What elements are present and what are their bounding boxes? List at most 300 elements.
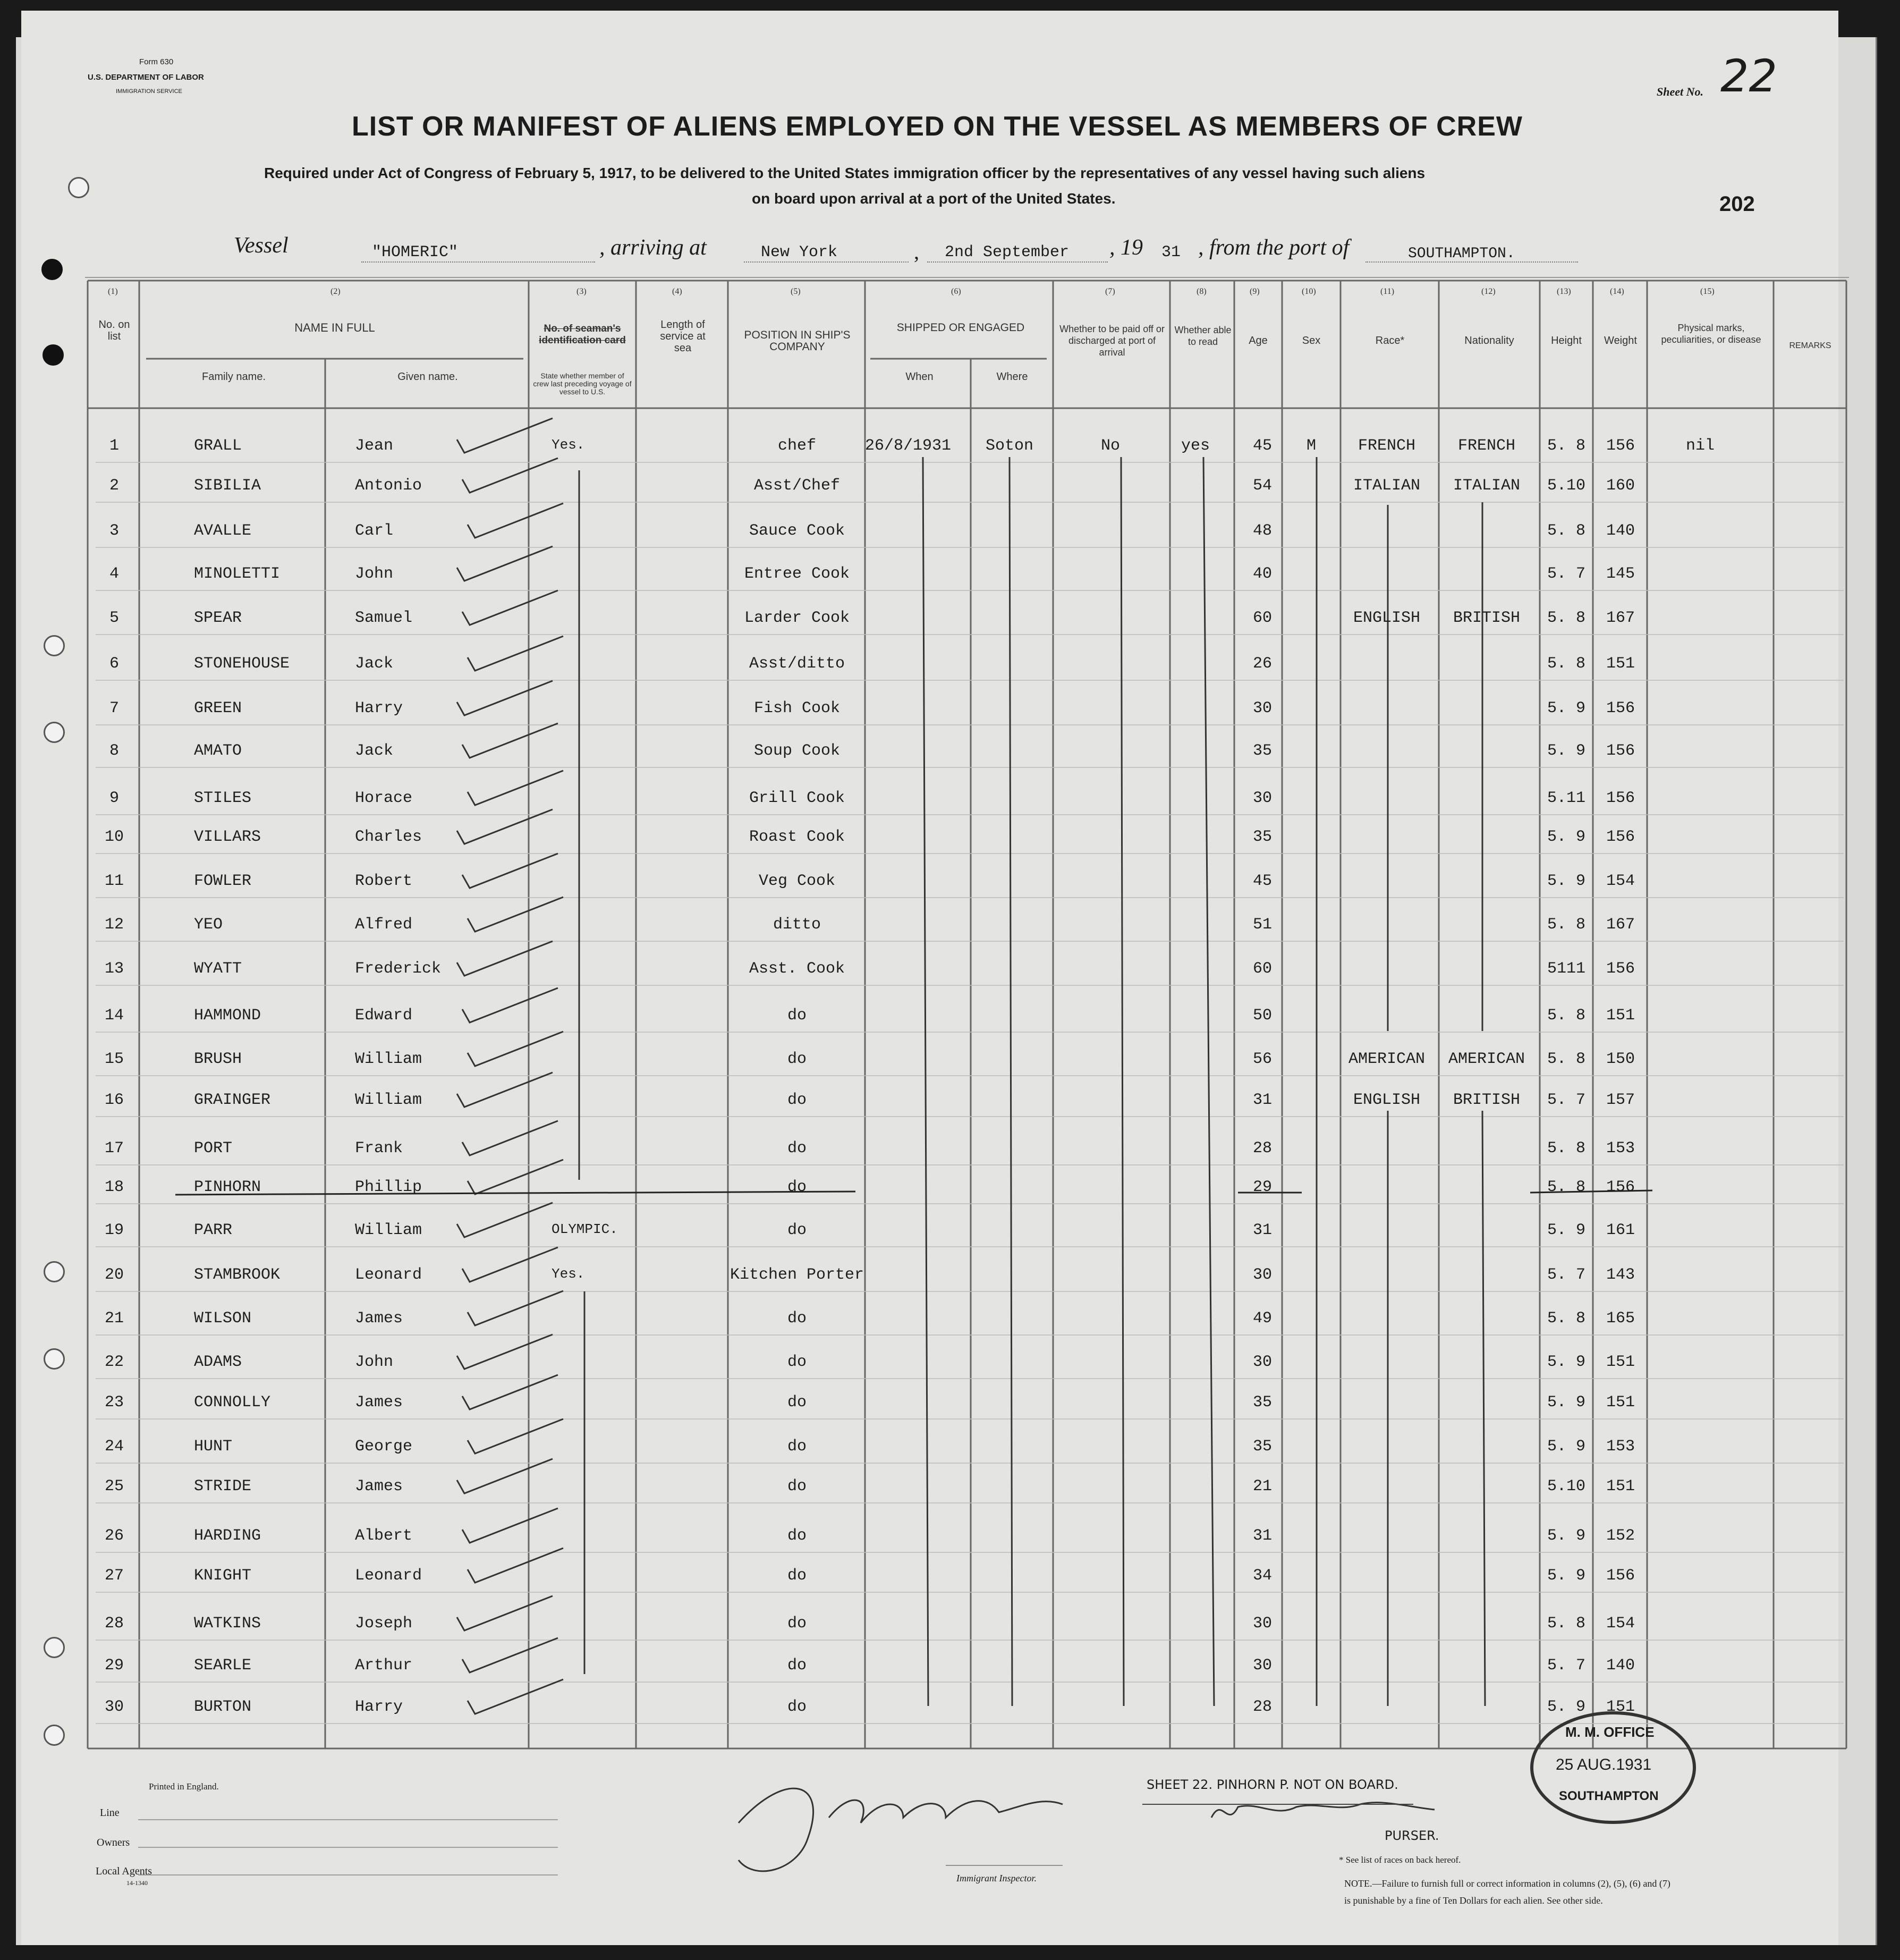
weight: 156 [1606, 1178, 1635, 1196]
weight: 156 [1606, 960, 1635, 978]
height: 5. 7 [1547, 1657, 1585, 1675]
arrival-date: 2nd September [945, 243, 1070, 261]
row-number: 25 [104, 1477, 124, 1496]
weight: 150 [1606, 1050, 1635, 1068]
checkmark-icon [457, 1072, 553, 1107]
page-number: 202 [1719, 192, 1755, 216]
checkmark-icon [457, 546, 553, 581]
age: 35 [1252, 1438, 1272, 1456]
header-shipped: SHIPPED OR ENGAGED [896, 322, 1025, 334]
checkmark-icon [457, 1334, 553, 1369]
nationality: BRITISH [1453, 1091, 1521, 1109]
header-where: Where [996, 371, 1028, 383]
position: do [787, 1091, 807, 1109]
race: FRENCH [1358, 437, 1416, 455]
position: Larder Cook [744, 609, 850, 627]
physical-marks: nil [1685, 437, 1715, 455]
given-name: Joseph [355, 1615, 413, 1633]
row-number: 21 [104, 1310, 124, 1328]
vessel-label: Vessel [234, 233, 289, 258]
given-name: Phillip [355, 1178, 422, 1196]
year-suffix: 31 [1161, 243, 1181, 261]
given-name: Arthur [355, 1657, 413, 1675]
sheet-label: Sheet No. [1657, 85, 1703, 98]
age: 45 [1252, 872, 1272, 890]
checkmark-icon [468, 636, 563, 671]
row-number: 17 [104, 1139, 124, 1158]
race: AMERICAN [1348, 1050, 1426, 1068]
race: ENGLISH [1353, 609, 1421, 627]
page-title: LIST OR MANIFEST OF ALIENS EMPLOYED ON THE VESSEL AS MEMBERS OF CREW [352, 111, 1523, 142]
column-number: (8) [1197, 287, 1207, 296]
column-number: (10) [1302, 287, 1316, 296]
row-number: 7 [109, 699, 119, 717]
age: 30 [1252, 1266, 1272, 1284]
given-name: James [355, 1393, 403, 1412]
family-name: STILES [194, 789, 252, 807]
given-name: George [355, 1438, 413, 1456]
given-name: Jack [355, 655, 394, 673]
family-name: WILSON [194, 1310, 252, 1328]
header-height: Height [1551, 335, 1582, 347]
row-number: 22 [104, 1353, 124, 1371]
age: 31 [1252, 1221, 1272, 1239]
column-number: (12) [1481, 287, 1496, 296]
given-name: Leonard [355, 1567, 422, 1585]
from-port: SOUTHAMPTON. [1408, 246, 1515, 262]
height: 5. 9 [1547, 1527, 1585, 1545]
height: 5. 8 [1547, 1615, 1585, 1633]
family-name: HAMMOND [194, 1007, 261, 1025]
position: do [787, 1050, 807, 1068]
checkmark-icon [468, 1419, 563, 1454]
nationality: ITALIAN [1453, 477, 1521, 495]
weight: 151 [1606, 1353, 1635, 1371]
height: 5. 8 [1547, 437, 1585, 455]
position: Asst/ditto [749, 655, 845, 673]
weight: 151 [1606, 1007, 1635, 1025]
height: 5. 9 [1547, 742, 1585, 760]
family-name: GRALL [194, 437, 242, 455]
given-name: Horace [355, 789, 413, 807]
family-name: ADAMS [194, 1353, 242, 1371]
header-length-of-service: Length of service at sea [660, 319, 706, 354]
age: 28 [1252, 1139, 1272, 1158]
arriving-label: , arriving at [599, 235, 707, 260]
row-number: 14 [104, 1007, 124, 1025]
nationality: FRENCH [1457, 437, 1516, 455]
position: do [787, 1393, 807, 1412]
family-name: STAMBROOK [194, 1266, 281, 1284]
nationality: AMERICAN [1448, 1050, 1525, 1068]
given-name: Leonard [355, 1266, 422, 1284]
column-number: (13) [1557, 287, 1571, 296]
header-weight: Weight [1604, 335, 1637, 347]
weight: 153 [1606, 1139, 1635, 1158]
header-age: Age [1249, 335, 1268, 347]
position: do [787, 1353, 807, 1371]
height: 5. 9 [1547, 1221, 1585, 1239]
age: 50 [1252, 1007, 1272, 1025]
weight: 143 [1606, 1266, 1635, 1284]
column-number: (5) [791, 287, 801, 296]
row-number: 23 [104, 1393, 124, 1412]
weight: 140 [1606, 1657, 1635, 1675]
age: 35 [1252, 742, 1272, 760]
subtitle-line2: on board upon arrival at a port of the United States. [752, 190, 1116, 207]
race-footnote: * See list of races on back hereof. [1339, 1855, 1461, 1865]
header-race: Race* [1375, 335, 1405, 347]
penalty-note-2: is punishable by a fine of Ten Dollars for each alien. See other side. [1344, 1895, 1603, 1906]
header-able-to-read: Whether able to read [1174, 325, 1232, 347]
age: 30 [1252, 1353, 1272, 1371]
given-name: Alfred [355, 916, 413, 934]
column-number: (3) [576, 287, 587, 296]
position: ditto [773, 916, 821, 934]
family-name: MINOLETTI [194, 565, 281, 583]
age: 26 [1252, 655, 1272, 673]
family-name: AVALLE [194, 522, 252, 540]
header-given-name: Given name. [397, 371, 458, 383]
row-number: 8 [109, 742, 119, 760]
height: 5. 8 [1547, 522, 1585, 540]
given-name: William [355, 1221, 422, 1239]
date-underline [927, 261, 1108, 263]
department-name: U.S. DEPARTMENT OF LABOR [88, 73, 204, 82]
weight: 156 [1606, 699, 1635, 717]
age: 56 [1252, 1050, 1272, 1068]
family-name: BURTON [194, 1698, 252, 1716]
family-name: WATKINS [194, 1615, 261, 1633]
weight: 156 [1606, 789, 1635, 807]
height: 5111 [1547, 960, 1585, 978]
checkmark-icon [468, 1679, 563, 1714]
position: Fish Cook [753, 699, 841, 717]
row-number: 5 [109, 609, 119, 627]
sex: M [1306, 437, 1316, 455]
checkmark-icon [462, 723, 558, 758]
row-number: 11 [104, 872, 124, 890]
header-no-on-list: No. on list [98, 319, 130, 342]
paid-off: No [1100, 437, 1120, 455]
checkmark-icon [457, 1203, 553, 1237]
row-number: 28 [104, 1615, 124, 1633]
family-name: HARDING [194, 1527, 261, 1545]
age: 60 [1252, 960, 1272, 978]
weight: 156 [1606, 828, 1635, 846]
position: do [787, 1657, 807, 1675]
family-name: BRUSH [194, 1050, 242, 1068]
shipped-where: Soton [986, 437, 1034, 455]
height: 5. 9 [1547, 1438, 1585, 1456]
position: do [787, 1007, 807, 1025]
column-number: (6) [951, 287, 961, 296]
position: Asst. Cook [749, 960, 845, 978]
row-number: 30 [104, 1698, 124, 1716]
row-number: 9 [109, 789, 119, 807]
weight: 151 [1606, 1698, 1635, 1716]
age: 35 [1252, 828, 1272, 846]
family-name: PARR [194, 1221, 233, 1239]
row-number: 10 [104, 828, 124, 846]
header-name-in-full: NAME IN FULL [294, 321, 375, 334]
position: do [787, 1698, 807, 1716]
nationality: BRITISH [1453, 609, 1521, 627]
race: ENGLISH [1353, 1091, 1421, 1109]
checkmark-icon [462, 458, 558, 493]
row-number: 3 [109, 522, 119, 540]
age: 28 [1252, 1698, 1272, 1716]
checkmark-icon [462, 1638, 558, 1672]
family-name: YEO [194, 916, 223, 934]
subtitle-line1: Required under Act of Congress of February 5, 1917, to be delivered to the United States immigration officer by the representatives of any vessel having such aliens [264, 165, 1426, 181]
height: 5. 7 [1547, 565, 1585, 583]
position: do [787, 1310, 807, 1328]
height: 5.10 [1547, 477, 1585, 495]
position: do [787, 1438, 807, 1456]
family-name: STONEHOUSE [194, 655, 290, 673]
age: 31 [1252, 1091, 1272, 1109]
age: 45 [1252, 437, 1272, 455]
checkmark-icon [468, 1548, 563, 1583]
height: 5. 9 [1547, 1698, 1585, 1716]
stamp-bottom-text: SOUTHAMPTON [1559, 1789, 1659, 1803]
height: 5. 8 [1547, 655, 1585, 673]
column-number: (4) [672, 287, 682, 296]
given-name: Frederick [355, 960, 442, 978]
header-position: POSITION IN SHIP'S COMPANY [744, 329, 851, 353]
service-name: IMMIGRATION SERVICE [116, 88, 182, 95]
row-number: 2 [109, 477, 119, 495]
header-paid-off: Whether to be paid off or discharged at port of arrival [1059, 324, 1165, 358]
age: 30 [1252, 789, 1272, 807]
position: Veg Cook [758, 872, 836, 890]
checkmark-icon [457, 1596, 553, 1630]
age: 49 [1252, 1310, 1272, 1328]
column-number: (14) [1610, 287, 1624, 296]
position: do [787, 1615, 807, 1633]
given-name: Frank [355, 1139, 403, 1158]
row-number: 16 [104, 1091, 124, 1109]
arriving-underline [744, 261, 909, 263]
checkmark-icon [462, 854, 558, 888]
age: 51 [1252, 916, 1272, 934]
given-name: James [355, 1310, 403, 1328]
given-name: James [355, 1477, 403, 1496]
height: 5. 9 [1547, 699, 1585, 717]
row-number: 29 [104, 1657, 124, 1675]
given-name: William [355, 1091, 422, 1109]
position: Roast Cook [749, 828, 845, 846]
given-name: Edward [355, 1007, 413, 1025]
header-physical-marks: Physical marks, peculiarities, or disease [1661, 323, 1761, 345]
height: 5. 8 [1547, 1310, 1585, 1328]
row-number: 27 [104, 1567, 124, 1585]
weight: 156 [1606, 1567, 1635, 1585]
purser-label: PURSER. [1385, 1828, 1439, 1843]
height: 5.11 [1547, 789, 1585, 807]
weight: 145 [1606, 565, 1635, 583]
header-remarks: REMARKS [1789, 341, 1831, 350]
family-name: WYATT [194, 960, 242, 978]
weight: 140 [1606, 522, 1635, 540]
inspector-label: Immigrant Inspector. [956, 1873, 1037, 1883]
given-name: Antonio [355, 477, 422, 495]
checkmark-icon [462, 988, 558, 1023]
given-name: Robert [355, 872, 413, 890]
position: do [787, 1139, 807, 1158]
position: do [787, 1527, 807, 1545]
checkmark-icon [457, 418, 553, 453]
checkmark-icon [468, 771, 563, 805]
given-name: Jean [355, 437, 394, 455]
penalty-note-1: NOTE.—Failure to furnish full or correct information in columns (2), (5), (6) and (7) [1344, 1878, 1670, 1889]
position: do [787, 1221, 807, 1239]
column-number: (1) [108, 287, 118, 296]
height: 5. 9 [1547, 1567, 1585, 1585]
weight: 152 [1606, 1527, 1635, 1545]
height: 5. 9 [1547, 1393, 1585, 1412]
given-name: Harry [355, 1698, 403, 1716]
age: 21 [1252, 1477, 1272, 1496]
position: Soup Cook [753, 742, 841, 760]
family-name: PINHORN [194, 1178, 261, 1196]
column-number: (11) [1380, 287, 1395, 296]
weight: 160 [1606, 477, 1635, 495]
from-label: , from the port of [1198, 235, 1350, 260]
age: 30 [1252, 1615, 1272, 1633]
height: 5. 8 [1547, 609, 1585, 627]
column-number: (15) [1700, 287, 1715, 296]
row-number: 1 [109, 437, 119, 455]
inspector-signature [739, 1788, 1063, 1871]
form-number: Form 630 [139, 57, 174, 66]
column-number: (9) [1250, 287, 1260, 296]
weight: 153 [1606, 1438, 1635, 1456]
row-number: 19 [104, 1221, 124, 1239]
family-name: CONNOLLY [194, 1393, 271, 1412]
id-card-value: OLYMPIC. [552, 1221, 618, 1237]
height: 5. 8 [1547, 1007, 1585, 1025]
header-when: When [905, 371, 934, 383]
given-name: John [355, 565, 394, 583]
given-name: John [355, 1353, 394, 1371]
checkmark-icon [457, 941, 553, 976]
column-number: (7) [1105, 287, 1115, 296]
given-name: Charles [355, 828, 422, 846]
position: Entree Cook [744, 565, 850, 583]
given-name: Jack [355, 742, 394, 760]
height: 5. 7 [1547, 1266, 1585, 1284]
age: 54 [1252, 477, 1272, 495]
given-name: Harry [355, 699, 403, 717]
height: 5. 9 [1547, 872, 1585, 890]
owners-label: Owners [97, 1837, 130, 1848]
id-card-value: Yes. [552, 1266, 585, 1282]
weight: 151 [1606, 1477, 1635, 1496]
given-name: Albert [355, 1527, 413, 1545]
position: do [787, 1477, 807, 1496]
header-id-card-note: State whether member of crew last preceding voyage of vessel to U.S. [533, 371, 632, 396]
race: ITALIAN [1353, 477, 1421, 495]
height: 5. 8 [1547, 1050, 1585, 1068]
family-name: KNIGHT [194, 1567, 252, 1585]
position: Grill Cook [749, 789, 845, 807]
weight: 156 [1606, 742, 1635, 760]
year-prefix: , 19 [1109, 235, 1143, 260]
weight: 151 [1606, 1393, 1635, 1412]
row-number: 18 [104, 1178, 124, 1196]
family-name: AMATO [194, 742, 242, 760]
checkmark-icon [468, 503, 563, 538]
age: 48 [1252, 522, 1272, 540]
office-stamp [1530, 1711, 1696, 1824]
column-number: (2) [330, 287, 341, 296]
checkmark-icon [457, 1459, 553, 1493]
vessel-name: "HOMERIC" [372, 243, 459, 261]
position: do [787, 1567, 807, 1585]
weight: 151 [1606, 655, 1635, 673]
age: 40 [1252, 565, 1272, 583]
family-name: HUNT [194, 1438, 233, 1456]
checkmark-icon [462, 1375, 558, 1409]
checkmark-icon [468, 897, 563, 932]
position: Kitchen Porter [730, 1266, 864, 1284]
row-number: 6 [109, 655, 119, 673]
position: Asst/Chef [753, 477, 841, 495]
given-name: Samuel [355, 609, 413, 627]
shipped-when: 26/8/1931 [865, 437, 952, 455]
stamp-top-text: M. M. OFFICE [1565, 1724, 1655, 1740]
age: 29 [1252, 1178, 1272, 1196]
weight: 154 [1606, 1615, 1635, 1633]
row-number: 24 [104, 1438, 124, 1456]
row-number: 26 [104, 1527, 124, 1545]
sheet-number: 22 [1720, 50, 1777, 102]
header-nationality: Nationality [1464, 335, 1514, 347]
age: 34 [1252, 1567, 1272, 1585]
age: 35 [1252, 1393, 1272, 1412]
age: 31 [1252, 1527, 1272, 1545]
family-name: SIBILIA [194, 477, 261, 495]
weight: 167 [1606, 609, 1635, 627]
checkmark-icon [462, 1121, 558, 1155]
height: 5. 9 [1547, 828, 1585, 846]
arriving-port: New York [761, 243, 838, 261]
height: 5. 9 [1547, 1353, 1585, 1371]
position: Sauce Cook [749, 522, 845, 540]
row-number: 15 [104, 1050, 124, 1068]
header-family-name: Family name. [201, 371, 266, 383]
given-name: William [355, 1050, 422, 1068]
age: 30 [1252, 1657, 1272, 1675]
height: 5. 8 [1547, 916, 1585, 934]
family-name: FOWLER [194, 872, 252, 890]
family-name: PORT [194, 1139, 233, 1158]
position: do [787, 1178, 807, 1196]
family-name: STRIDE [194, 1477, 252, 1496]
not-on-board-note: SHEET 22. PINHORN P. NOT ON BOARD. [1147, 1777, 1398, 1792]
family-name: VILLARS [194, 828, 261, 846]
weight: 165 [1606, 1310, 1635, 1328]
header-id-card: No. of seaman's identification card [539, 323, 626, 346]
height: 5.10 [1547, 1477, 1585, 1496]
row-number: 12 [104, 916, 124, 934]
row-number: 13 [104, 960, 124, 978]
checkmark-icon [468, 1291, 563, 1325]
header-sex: Sex [1302, 335, 1321, 347]
given-name: Carl [355, 522, 394, 540]
